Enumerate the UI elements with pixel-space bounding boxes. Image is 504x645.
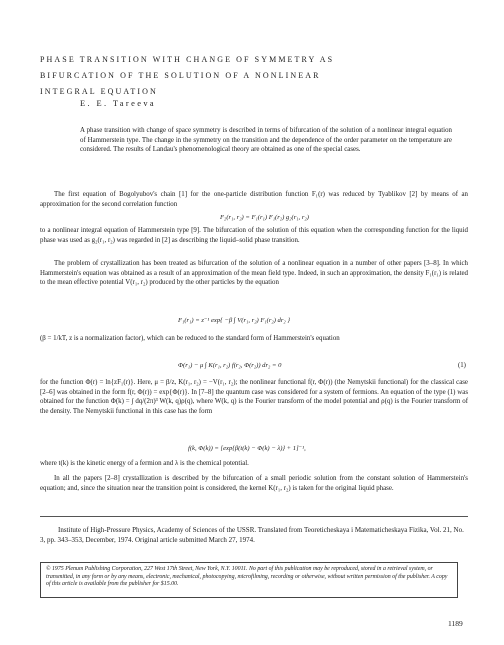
abstract: A phase transition with change of space symmetry is described in terms of bifurcation of the solution of a nonlinear integral equation of Hammerstein type. The change in the symmetry on the transition and the dependence of the order parameter on the temperature are considered. The results of Landau's phenomenological theory are obtained as one of the special cases. — [80, 127, 452, 154]
paragraph-5: for the function Φ(r) = ln{zF₁(r)}. Here, μ = β/z, K(r₁, r₂) = −V(r₁, r₂); the nonlinear functional f(r, Φ(r)) (the Nemytskii functional) for the classical case [2–6] was obtained in the form f(r, Φ(r)) = exp{Φ(r)}. In [7–8] the quantum case was considered for a system of fermions. An equation of the type (1) was obtained for the function Φ(k) = ∫ dq/(2π)³ W(k, q)ρ(q), where W(k, q) is the Fourier transform of the model potential and ρ(q) is the Fourier transform of the density. The Nemytskii functional in this case has the form — [40, 379, 468, 415]
body-block-4 — [40, 334, 468, 344]
title-line-3: INTEGRAL EQUATION — [40, 87, 158, 96]
equation-density: F₁(r₁) = z⁻¹ exp{ −β ∫ V(r₁, r₂) F₁(r₂) dr₂ } — [178, 317, 291, 324]
body-block-1 — [40, 190, 468, 209]
paragraph-2: to a nonlinear integral equation of Hammerstein type [9]. The bifurcation of the solution of this equation when the corresponding function for the liquid phase was used as g₂(r₁, r₂) was regarded in [2] as describing the liquid–solid phase transition. — [40, 227, 468, 244]
paragraph-3: The problem of crystallization has been treated as bifurcation of the solution of a nonlinear equation in a number of other papers [3–8]. In which Hammerstein's equation was obtained as a result of an approximation of the mean field type. Indeed, in such an approximation, the density F₁(r₁) is related to the mean effective potential V(r₁, r₂) produced by the other particles by the equation — [40, 260, 468, 287]
paragraph-1: The first equation of Bogolyubov's chain [1] for the one-particle distribution function F₁(r) was reduced by Tyablikov [2] by means of an approximation for the second correlation function — [40, 191, 468, 208]
body-block-6 — [40, 459, 468, 469]
title-line-1: PHASE TRANSITION WITH CHANGE OF SYMMETRY AS — [40, 55, 335, 64]
page-number: 1189 — [448, 619, 463, 628]
author-name: E. E. Tareeva — [80, 99, 157, 108]
paragraph-4: (β = 1/kT, z is a normalization factor), which can be reduced to the standard form of Hammerstein's equation — [40, 335, 340, 342]
copyright-box: © 1975 Plenum Publishing Corporation, 227 West 17th Street, New York, N.Y. 10011. No part of this publication may be reproduced, stored in a retrieval system, or transmitted, in any form or by any means, electronic, mechanical, photocopying, microfilming, recording or otherwise, without written permission of the publisher. A copy of this article is available from the publisher for $15.00. — [40, 562, 458, 598]
body-block-2 — [40, 226, 468, 245]
body-block-5 — [40, 378, 468, 416]
affiliation-text: Institute of High-Pressure Physics, Academy of Sciences of the USSR. Translated from Teoreticheskaya i Matematicheskaya Fizika, Vol. 21, No. 3, pp. 343–353, December, 1974. Original article submitted March 27, 1974. — [40, 526, 464, 544]
paper-title — [40, 52, 470, 100]
affiliation-note — [40, 526, 468, 545]
equation-nemytskii: f(k, Φ(k)) = [exp{β(t(k) − Φ(k) − λ)} + 1]⁻¹, — [188, 445, 306, 452]
equation-correlation: F₂(r₁, r₂) = F₁(r₁) F₁(r₂) g₂(r₁, r₂) — [220, 214, 309, 221]
equation-number: (1) — [458, 362, 466, 369]
body-block-7 — [40, 474, 468, 493]
paragraph-7: In all the papers [2–8] crystallization is described by the bifurcation of a small periodic solution from the constant solution of Hammerstein's equation; and, since the situation near the transition point is considered, the kernel K(r₁, r₂) is taken for the original liquid phase. — [40, 475, 468, 492]
body-block-3 — [40, 259, 468, 288]
equation-hammerstein: Φ(r₁) − μ ∫ K(r₁, r₂) f(r₂, Φ(r₂)) dr₂ = 0 — [178, 362, 282, 369]
title-line-2: BIFURCATION OF THE SOLUTION OF A NONLINEAR — [40, 71, 321, 80]
footnote-divider — [40, 516, 468, 517]
paragraph-6: where t(k) is the kinetic energy of a fermion and λ is the chemical potential. — [40, 460, 249, 467]
